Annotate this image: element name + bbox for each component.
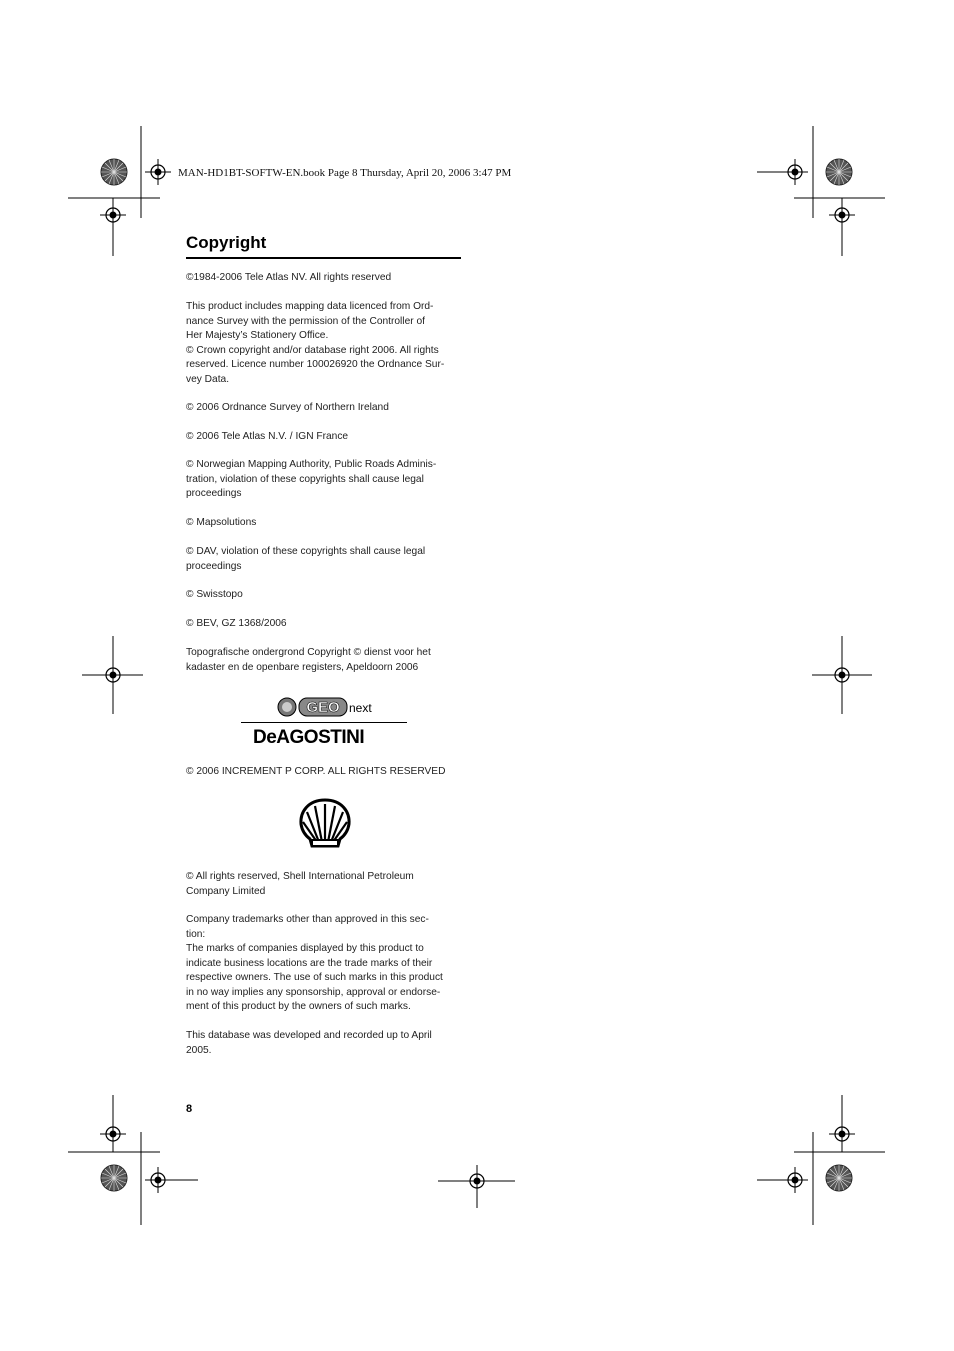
copyright-norwegian-mapping: © Norwegian Mapping Authority, Public Roads Adminis- tration, violation of these copyrights shall cause legal proceedings (186, 459, 437, 499)
copyright-dav: © DAV, violation of these copyrights shall cause legal proceedings (186, 546, 426, 572)
copyright-mapsolutions: © Mapsolutions (186, 517, 257, 528)
logo-divider (241, 722, 407, 723)
shell-logo (298, 798, 352, 855)
trademarks-notice: Company trademarks other than approved in this sec- tion: The marks of companies displayed by this product to indicate business locations are the trade marks of their respective owners. The use of such marks in this product in no way implies any sponsorship, approval or endorse- ment of this product by the owners of such marks. (186, 914, 443, 1012)
page-number: 8 (186, 1103, 193, 1115)
print-header: MAN-HD1BT-SOFTW-EN.book Page 8 Thursday, April 20, 2006 3:47 PM (178, 167, 512, 179)
copyright-ign-france: © 2006 Tele Atlas N.V. / IGN France (186, 431, 349, 442)
geonext-logo (277, 695, 377, 724)
copyright-tele-atlas: ©1984-2006 Tele Atlas NV. All rights reserved (186, 272, 392, 283)
copyright-osni: © 2006 Ordnance Survey of Northern Ireland (186, 402, 389, 413)
copyright-increment-p: © 2006 INCREMENT P CORP. ALL RIGHTS RESERVED (186, 766, 446, 777)
deagostini-logo: DeAGOSTINI (253, 727, 365, 748)
copyright-kadaster: Topografische ondergrond Copyright © dienst voor het kadaster en de openbare registers, Apeldoorn 2006 (186, 647, 431, 673)
geo-text: GEO (306, 699, 340, 716)
copyright-bev: © BEV, GZ 1368/2006 (186, 618, 287, 629)
geonext-logo-graphic (277, 695, 377, 719)
shell-pecten-icon (298, 798, 352, 850)
title-underline (186, 257, 461, 259)
copyright-swisstopo: © Swisstopo (186, 589, 243, 600)
copyright-ordnance-survey: This product includes mapping data licenced from Ord- nance Survey with the permission of the Controller of Her Majesty’s Stationery Office. © Crown copyright and/or database right 2006. All rights reserved. Licence number 100026920 the Ordnance Sur- vey Data. (186, 301, 445, 385)
page-title: Copyright (186, 233, 267, 252)
copyright-shell: © All rights reserved, Shell International Petroleum Company Limited (186, 871, 414, 897)
next-text: next (349, 701, 372, 715)
database-notice: This database was developed and recorded up to April 2005. (186, 1030, 432, 1056)
